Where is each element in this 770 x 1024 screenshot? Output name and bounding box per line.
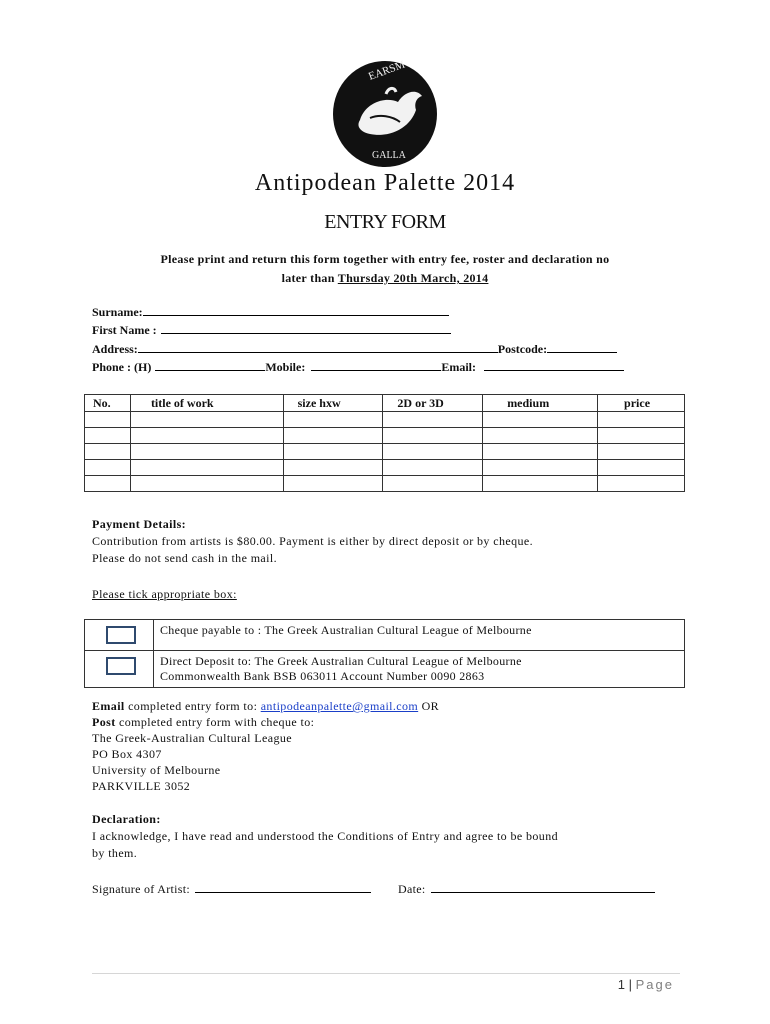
- works-table-header: [85, 395, 685, 412]
- table-cell[interactable]: [85, 460, 131, 476]
- table-cell[interactable]: [383, 444, 483, 460]
- first-name-row: [92, 321, 451, 339]
- header-dimension: 2D or 3D: [383, 395, 483, 412]
- phone-label: Phone : (H): [92, 360, 152, 374]
- payment-line-2: Please do not send cash in the mail.: [92, 551, 278, 565]
- signature-label: Signature of Artist:: [92, 882, 190, 896]
- email-text: completed entry form to:: [124, 699, 261, 713]
- deposit-checkbox[interactable]: [106, 657, 136, 675]
- cheque-option-text: [154, 620, 685, 651]
- post-text: completed entry form with cheque to:: [115, 715, 315, 729]
- bird-emblem-icon: [330, 58, 440, 170]
- email-field[interactable]: [484, 358, 624, 371]
- table-cell[interactable]: [130, 444, 283, 460]
- table-cell[interactable]: [85, 428, 131, 444]
- form-title: Antipodean Palette 2014: [254, 170, 516, 196]
- table-cell[interactable]: [283, 428, 383, 444]
- date-field[interactable]: [431, 880, 655, 893]
- email-label: Email:: [441, 360, 476, 374]
- address-field[interactable]: [138, 340, 498, 353]
- surname-field[interactable]: [143, 303, 449, 316]
- email-link[interactable]: antipodeanpalette@gmail.com: [260, 699, 419, 713]
- table-cell[interactable]: [483, 428, 598, 444]
- page-footer: [618, 977, 674, 992]
- first-name-label: First Name :: [92, 323, 157, 337]
- table-cell[interactable]: [598, 460, 685, 476]
- table-cell[interactable]: [383, 412, 483, 428]
- address-label: Address:: [92, 342, 138, 356]
- table-cell[interactable]: [130, 412, 283, 428]
- intro-line-1: Please print and return this form together with entry fee, roster and declaration no: [160, 252, 610, 266]
- declaration-line-2: by them.: [92, 846, 138, 860]
- cheque-option-line: Cheque payable to : The Greek Australian Cultural League of Melbourne: [160, 623, 532, 637]
- table-cell[interactable]: [598, 444, 685, 460]
- email-submission-line: [92, 698, 439, 714]
- table-row: [85, 428, 685, 444]
- table-cell[interactable]: [283, 476, 383, 492]
- table-cell[interactable]: [383, 460, 483, 476]
- tick-instruction: Please tick appropriate box:: [92, 587, 237, 601]
- phone-field[interactable]: [155, 358, 265, 371]
- header-size: size hxw: [283, 395, 383, 412]
- postcode-label: Postcode:: [497, 342, 548, 356]
- table-row: [85, 444, 685, 460]
- phone-row: [92, 358, 624, 376]
- deposit-option-text: [154, 651, 685, 688]
- works-table: [84, 394, 685, 492]
- declaration-heading: Declaration:: [92, 812, 161, 826]
- table-cell[interactable]: [130, 476, 283, 492]
- table-cell[interactable]: [85, 476, 131, 492]
- table-cell[interactable]: [85, 444, 131, 460]
- table-row: [85, 476, 685, 492]
- table-cell[interactable]: [598, 476, 685, 492]
- table-cell[interactable]: [85, 412, 131, 428]
- deposit-option-line-2: Commonwealth Bank BSB 063011 Account Number 0090 2863: [160, 669, 485, 683]
- header-price: price: [598, 395, 685, 412]
- table-cell[interactable]: [130, 428, 283, 444]
- cheque-checkbox[interactable]: [106, 626, 136, 644]
- date-label: Date:: [398, 882, 426, 896]
- page-number: 1: [617, 977, 626, 992]
- table-cell[interactable]: [283, 412, 383, 428]
- table-cell[interactable]: [283, 444, 383, 460]
- payment-heading: Payment Details:: [92, 517, 187, 531]
- declaration-line-1: I acknowledge, I have read and understood the Conditions of Entry and agree to be bound: [92, 829, 559, 843]
- surname-row: [92, 303, 449, 321]
- svg-text:GALLA: GALLA: [372, 150, 406, 161]
- table-cell[interactable]: [383, 476, 483, 492]
- table-row: [85, 412, 685, 428]
- table-cell[interactable]: [483, 444, 598, 460]
- svg-text:EARSM: EARSM: [366, 58, 407, 83]
- page-label: Page: [635, 977, 674, 992]
- table-row: [85, 460, 685, 476]
- header-no: No.: [85, 395, 131, 412]
- post-bold: Post: [92, 715, 116, 729]
- signature-row: [92, 880, 371, 897]
- footer-divider: [92, 973, 680, 974]
- payment-options-table: [84, 619, 685, 688]
- deposit-option-line-1: Direct Deposit to: The Greek Australian Cultural League of Melbourne: [160, 654, 522, 668]
- page-separator: |: [625, 977, 636, 992]
- payment-section: [92, 516, 533, 567]
- payment-option-deposit: [85, 651, 685, 688]
- email-bold: Email: [92, 699, 125, 713]
- first-name-field[interactable]: [161, 321, 451, 334]
- table-cell[interactable]: [130, 460, 283, 476]
- declaration-section: [92, 811, 558, 862]
- mobile-field[interactable]: [311, 358, 441, 371]
- table-cell[interactable]: [483, 460, 598, 476]
- surname-label: Surname:: [92, 305, 143, 319]
- header-title: title of work: [130, 395, 283, 412]
- post-submission-line: [92, 714, 439, 730]
- address-line: University of Melbourne: [92, 763, 221, 777]
- signature-field[interactable]: [195, 880, 371, 893]
- form-subtitle: ENTRY FORM: [324, 211, 446, 233]
- address-line: PO Box 4307: [92, 747, 162, 761]
- postcode-field[interactable]: [547, 340, 617, 353]
- payment-option-cheque: [85, 620, 685, 651]
- intro-prefix: later than: [281, 271, 338, 285]
- table-cell[interactable]: [483, 412, 598, 428]
- table-cell[interactable]: [483, 476, 598, 492]
- mobile-label: Mobile:: [265, 360, 306, 374]
- date-row: [398, 880, 655, 897]
- payment-line-1: Contribution from artists is $80.00. Payment is either by direct deposit or by cheque.: [92, 534, 533, 548]
- table-cell[interactable]: [283, 460, 383, 476]
- table-cell[interactable]: [598, 412, 685, 428]
- header-medium: medium: [483, 395, 598, 412]
- intro-text: [100, 250, 670, 288]
- address-line: The Greek-Australian Cultural League: [92, 731, 292, 745]
- tick-box-cell: [85, 620, 154, 651]
- email-or: OR: [418, 699, 440, 713]
- address-row: [92, 340, 617, 358]
- table-cell[interactable]: [598, 428, 685, 444]
- intro-line-2: [100, 269, 670, 288]
- deadline-date: Thursday 20th March, 2014: [337, 271, 489, 285]
- tick-box-cell: [85, 651, 154, 688]
- submission-section: [92, 698, 439, 794]
- address-line: PARKVILLE 3052: [92, 779, 191, 793]
- table-cell[interactable]: [383, 428, 483, 444]
